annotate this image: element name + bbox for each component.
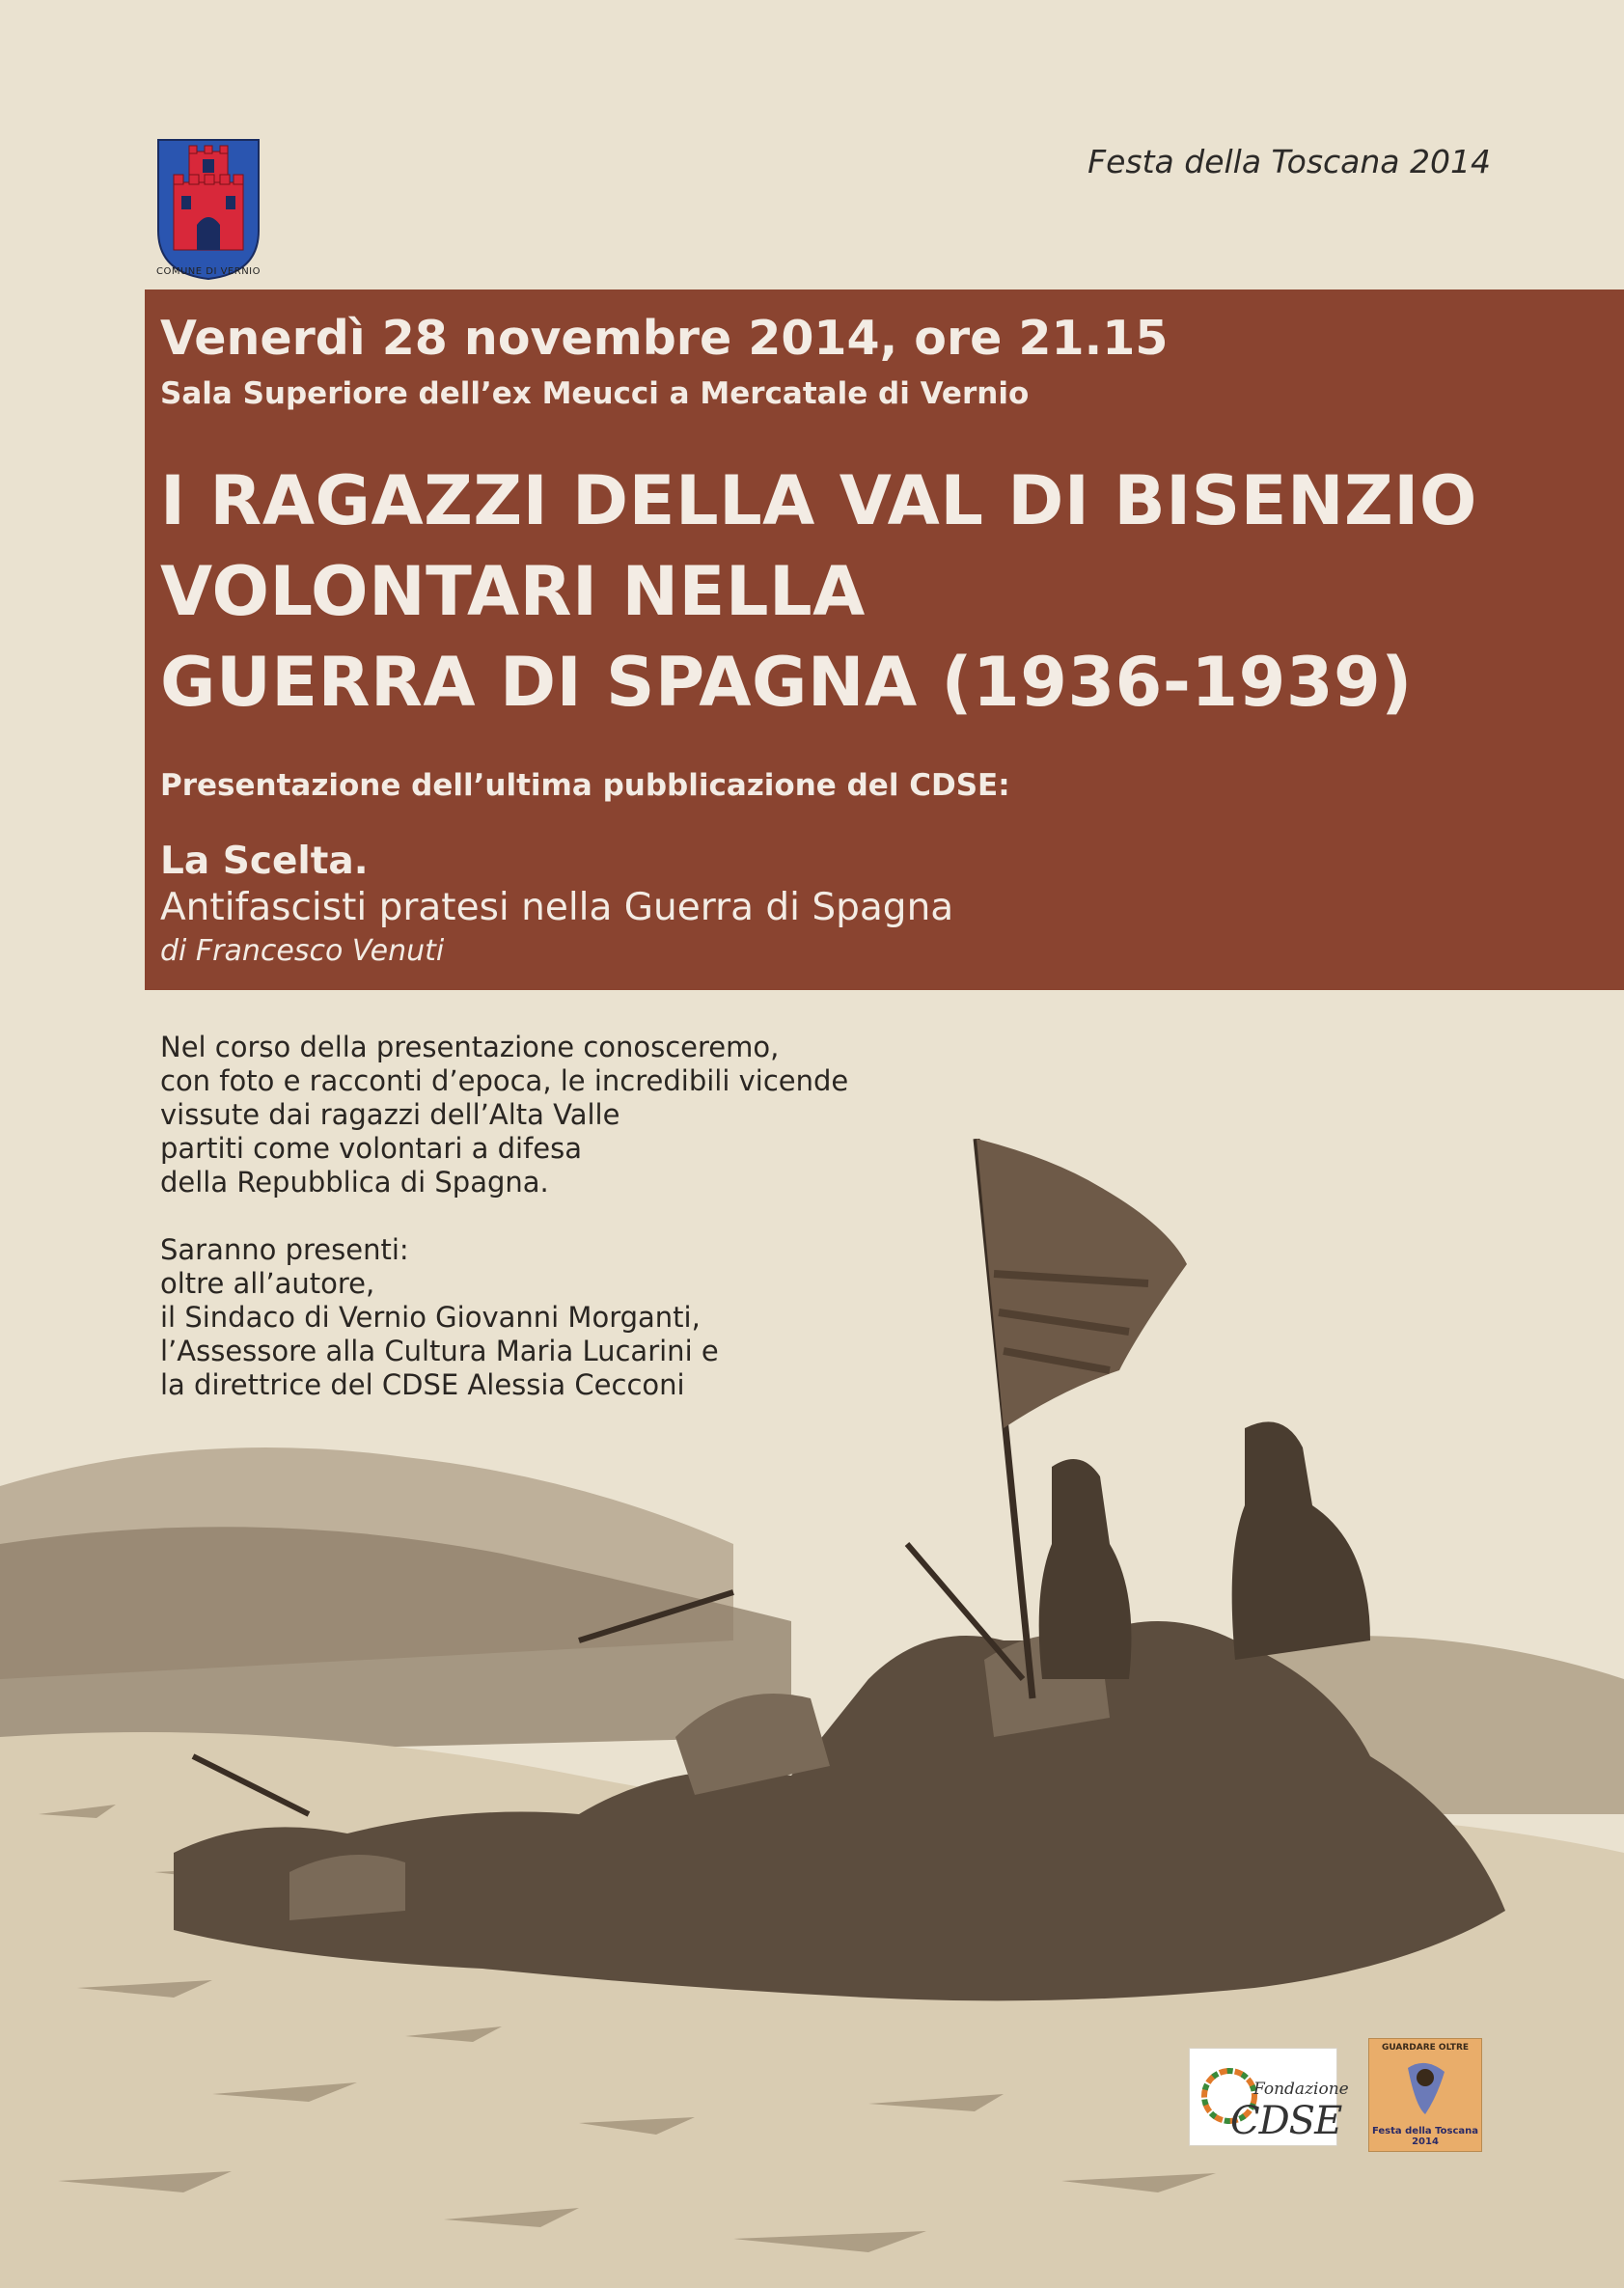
book-author: di Francesco Venuti	[160, 934, 445, 968]
guests-line: l’Assessore alla Cultura Maria Lucarini e	[160, 1335, 719, 1367]
festa-badge-bottom-text: Festa della Toscana 2014	[1371, 2126, 1479, 2147]
festa-toscana-badge	[1368, 2038, 1482, 2152]
guests-line: la direttrice del CDSE Alessia Cecconi	[160, 1368, 685, 1401]
event-banner	[145, 289, 1624, 990]
event-title-line-1: I RAGAZZI DELLA VAL DI BISENZIO	[160, 461, 1477, 540]
cdse-logo-small-text: Fondazione	[1253, 2080, 1349, 2099]
festa-badge-top-text: GUARDARE OLTRE	[1381, 2043, 1470, 2053]
fondazione-cdse-logo	[1189, 2048, 1349, 2146]
description-line: della Repubblica di Spagna.	[160, 1166, 549, 1199]
guests-line: il Sindaco di Vernio Giovanni Morganti,	[160, 1301, 701, 1334]
description-line: Nel corso della presentazione conosceremo,	[160, 1031, 780, 1063]
cdse-logo-big-text: CDSE	[1230, 2099, 1342, 2143]
description-line: partiti come volontari a difesa	[160, 1132, 582, 1165]
description-line: con foto e racconti d’epoca, le incredibili vicende	[160, 1064, 849, 1097]
guests-line: oltre all’autore,	[160, 1267, 375, 1300]
event-series-label: Festa della Toscana 2014	[1087, 143, 1491, 180]
municipality-label: COMUNE DI VERNIO	[155, 266, 261, 277]
guests-line: Saranno presenti:	[160, 1233, 409, 1266]
description-line: vissute dai ragazzi dell’Alta Valle	[160, 1098, 620, 1131]
book-subtitle: Antifascisti pratesi nella Guerra di Spagna	[160, 886, 954, 929]
presentation-intro: Presentazione dell’ultima pubblicazione del CDSE:	[160, 768, 1010, 803]
coat-of-arms-icon	[156, 138, 261, 281]
book-title: La Scelta.	[160, 840, 369, 883]
event-title-line-2: VOLONTARI NELLA	[160, 552, 866, 631]
event-venue: Sala Superiore dell’ex Meucci a Mercatale di Vernio	[160, 376, 1030, 411]
event-title-line-3: GUERRA DI SPAGNA (1936-1939)	[160, 643, 1413, 722]
event-date-time: Venerdì 28 novembre 2014, ore 21.15	[160, 311, 1169, 366]
